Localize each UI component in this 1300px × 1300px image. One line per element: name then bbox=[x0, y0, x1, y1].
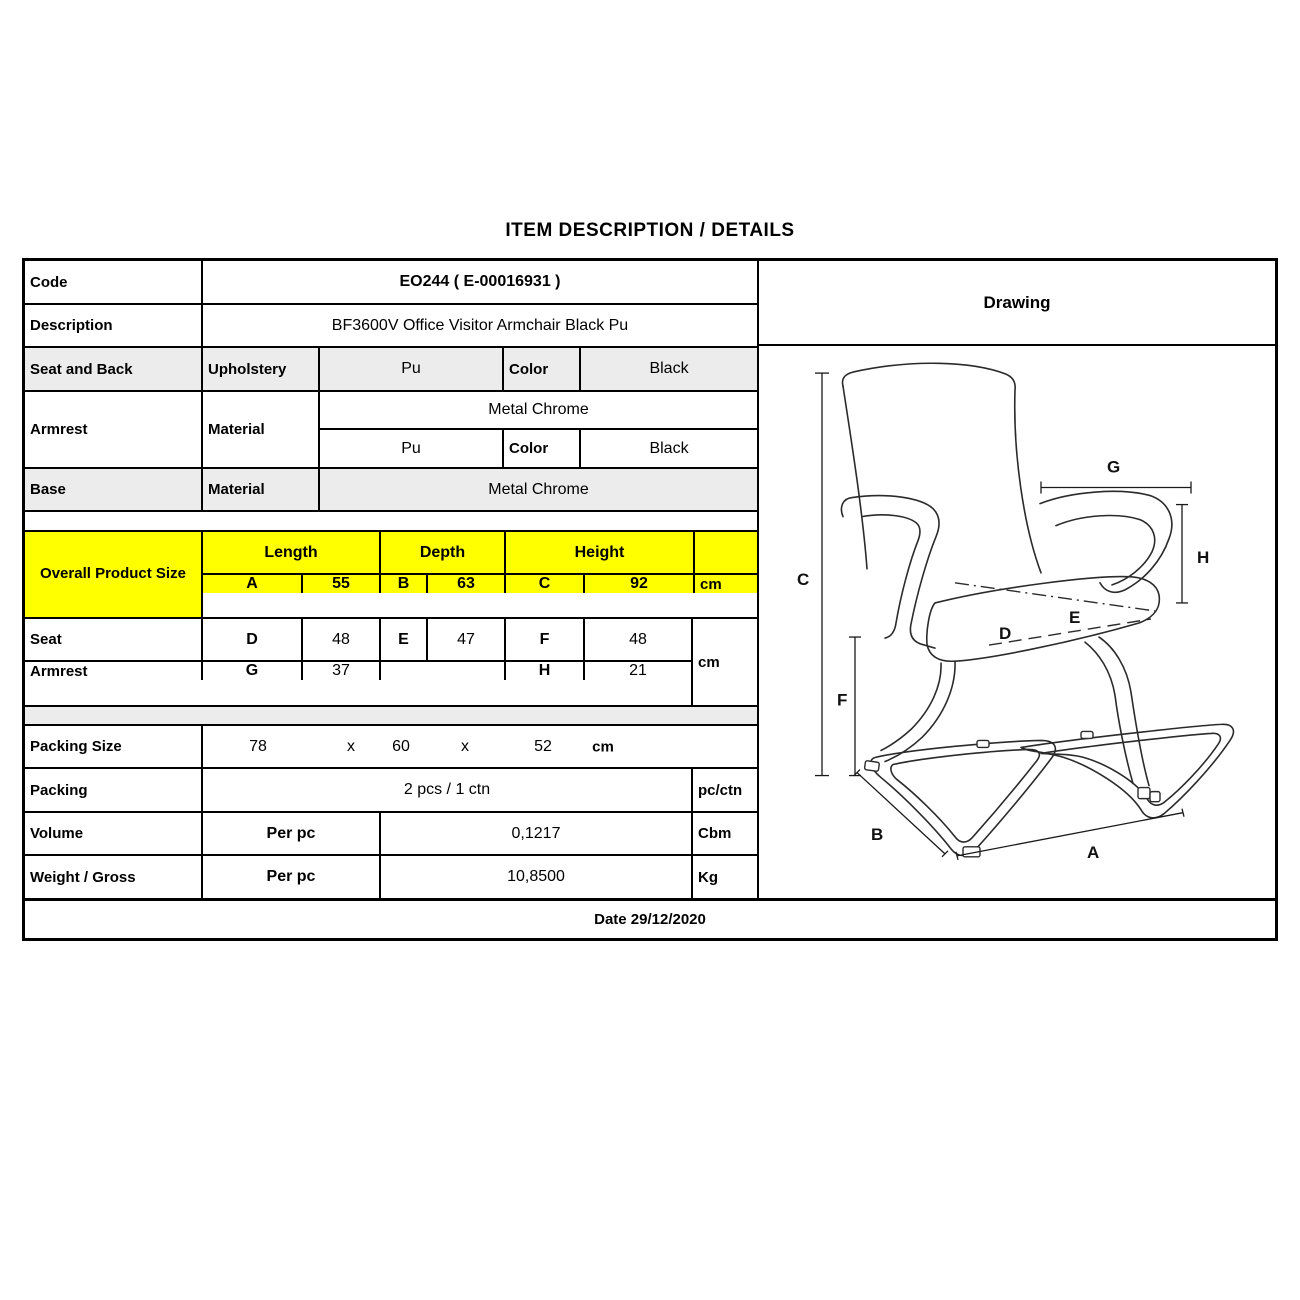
page-title: ITEM DESCRIPTION / DETAILS bbox=[505, 220, 795, 241]
seat-and-back-label: Seat and Back bbox=[25, 348, 203, 390]
seat-and-back-material: Pu bbox=[320, 348, 504, 390]
drawing-header: Drawing bbox=[759, 261, 1275, 346]
armrest-size-row bbox=[25, 662, 691, 680]
dim-line-e bbox=[955, 583, 1155, 611]
chair-glide-tab-left bbox=[977, 740, 989, 747]
seat-and-back-color-label: Color bbox=[504, 348, 581, 390]
drawing-canvas bbox=[759, 346, 1275, 898]
chair-foot-right-a bbox=[1138, 788, 1150, 799]
volume-label: Volume bbox=[25, 813, 203, 854]
dim-label-f: F bbox=[837, 690, 848, 710]
size-header-row bbox=[203, 532, 757, 575]
dim-b-value: 63 bbox=[428, 575, 506, 593]
upholstery-label: Upholstery bbox=[203, 348, 320, 390]
dim-e-key: E bbox=[381, 619, 428, 660]
armrest-material-top-value: Metal Chrome bbox=[488, 401, 589, 418]
dim-label-e: E bbox=[1069, 607, 1081, 628]
date-row bbox=[25, 898, 1275, 938]
overall-size-label: Overall Product Size bbox=[25, 532, 203, 617]
chair-glide-tab-right bbox=[1081, 731, 1093, 738]
details-section bbox=[25, 261, 759, 898]
chair-right-runner-outer bbox=[1021, 724, 1233, 818]
weight-row bbox=[25, 856, 757, 898]
packing-row bbox=[25, 769, 757, 813]
seat-and-back-row bbox=[25, 348, 757, 392]
dim-h-value: 21 bbox=[629, 662, 647, 679]
seat-and-back-color-value: Black bbox=[649, 360, 689, 377]
dim-a-value: 55 bbox=[303, 575, 381, 593]
spacer-row-2 bbox=[25, 707, 757, 726]
chair-right-armrest-inner bbox=[1056, 516, 1155, 585]
armrest-material-stack bbox=[320, 392, 757, 467]
packing-dim-unit: cm bbox=[592, 738, 614, 755]
spacer-row-1 bbox=[25, 512, 757, 532]
dim-g-key: G bbox=[203, 662, 303, 680]
dim-d-key: D bbox=[203, 619, 303, 660]
chair-foot-left-front bbox=[864, 761, 879, 772]
packing-sep-1: x bbox=[347, 737, 355, 755]
chair-left-leg bbox=[885, 661, 955, 761]
chair-right-runner-inner bbox=[1041, 733, 1220, 805]
seat-armrest-grid bbox=[25, 619, 691, 705]
packing-unit: pc/ctn bbox=[698, 781, 743, 799]
volume-row bbox=[25, 813, 757, 856]
dim-g-value: 37 bbox=[303, 662, 381, 680]
spec-table-body bbox=[25, 261, 1275, 898]
armrest-color-label: Color bbox=[504, 430, 581, 467]
base-row bbox=[25, 469, 757, 512]
packing-value: 2 pcs / 1 ctn bbox=[203, 769, 693, 811]
dim-a-key: A bbox=[203, 575, 303, 593]
armrest-material-top-row bbox=[320, 392, 757, 430]
code-label: Code bbox=[25, 261, 203, 303]
overall-unit: cm bbox=[700, 575, 722, 593]
code-value: EO244 ( E-00016931 ) bbox=[399, 273, 561, 290]
seat-size-row bbox=[25, 619, 691, 662]
packing-label: Packing bbox=[25, 769, 203, 811]
chair-foot-right-b bbox=[1150, 792, 1160, 802]
dim-f-key: F bbox=[506, 619, 585, 660]
dim-f-value: 48 bbox=[629, 630, 647, 648]
overall-size-grid bbox=[203, 532, 757, 617]
description-label: Description bbox=[25, 305, 203, 346]
dim-label-d: D bbox=[999, 624, 1012, 644]
volume-value: 0,1217 bbox=[381, 813, 693, 854]
base-material-label: Material bbox=[203, 469, 320, 510]
chair-backrest-left-edge bbox=[843, 386, 867, 569]
chair-left-armrest-outer bbox=[841, 496, 939, 648]
seat-size-label: Seat bbox=[25, 619, 203, 660]
dim-label-h: H bbox=[1197, 547, 1210, 567]
base-label: Base bbox=[25, 469, 203, 510]
chair-right-leg bbox=[1099, 637, 1149, 786]
code-row bbox=[25, 261, 757, 305]
dim-label-g: G bbox=[1107, 457, 1121, 477]
dim-c-value: 92 bbox=[585, 575, 695, 593]
weight-label: Weight / Gross bbox=[25, 856, 203, 898]
depth-header: Depth bbox=[381, 532, 506, 573]
packing-size-values bbox=[203, 726, 757, 767]
dim-line-a bbox=[957, 813, 1183, 856]
chair-drawing bbox=[759, 346, 1275, 898]
chair-left-runner-inner bbox=[891, 749, 1039, 842]
length-header: Length bbox=[203, 532, 381, 573]
height-header: Height bbox=[506, 532, 695, 573]
packing-dim-3: 52 bbox=[534, 737, 552, 755]
volume-per-pc: Per pc bbox=[203, 813, 381, 854]
overall-size-section bbox=[25, 532, 757, 619]
overall-values-row bbox=[203, 575, 757, 593]
armrest-material-label: Material bbox=[203, 392, 320, 467]
description-row bbox=[25, 305, 757, 348]
dim-label-a: A bbox=[1087, 842, 1100, 862]
seat-armrest-unit: cm bbox=[691, 619, 757, 705]
chair-right-leg-inner bbox=[1085, 642, 1133, 784]
armrest-material-bottom-value: Pu bbox=[320, 430, 504, 467]
packing-size-label: Packing Size bbox=[25, 726, 203, 767]
description-value: BF3600V Office Visitor Armchair Black Pu bbox=[331, 316, 629, 334]
dim-d-value: 48 bbox=[303, 619, 381, 660]
seat-armrest-size-section bbox=[25, 619, 757, 707]
dim-h-key: H bbox=[506, 662, 585, 680]
size-header-blank bbox=[695, 532, 757, 573]
packing-sep-2: x bbox=[461, 737, 469, 755]
packing-dim-1: 78 bbox=[249, 737, 267, 755]
base-material-value: Metal Chrome bbox=[488, 480, 589, 498]
dim-c-key: C bbox=[506, 575, 585, 593]
dim-e-value: 47 bbox=[428, 619, 506, 660]
armrest-color-value: Black bbox=[649, 439, 689, 457]
spec-table bbox=[22, 258, 1278, 941]
dim-label-b: B bbox=[871, 824, 884, 844]
armrest-material-bottom-row bbox=[320, 430, 757, 467]
weight-unit: Kg bbox=[698, 868, 718, 886]
volume-unit: Cbm bbox=[698, 825, 732, 842]
dim-blank-cell bbox=[381, 662, 506, 680]
armrest-label: Armrest bbox=[25, 392, 203, 467]
drawing-section bbox=[759, 261, 1275, 898]
dim-label-c: C bbox=[797, 569, 810, 589]
chair-backrest bbox=[842, 363, 1041, 573]
chair-left-leg-inner bbox=[881, 663, 941, 750]
dim-b-key: B bbox=[381, 575, 428, 593]
weight-value: 10,8500 bbox=[381, 856, 693, 898]
packing-dim-2: 60 bbox=[392, 737, 410, 755]
date-value: Date 29/12/2020 bbox=[594, 911, 706, 928]
weight-per-pc: Per pc bbox=[203, 856, 381, 898]
chair-left-runner-outer bbox=[871, 740, 1055, 855]
armrest-row bbox=[25, 392, 757, 469]
packing-size-row bbox=[25, 726, 757, 769]
armrest-size-label: Armrest bbox=[25, 662, 203, 680]
